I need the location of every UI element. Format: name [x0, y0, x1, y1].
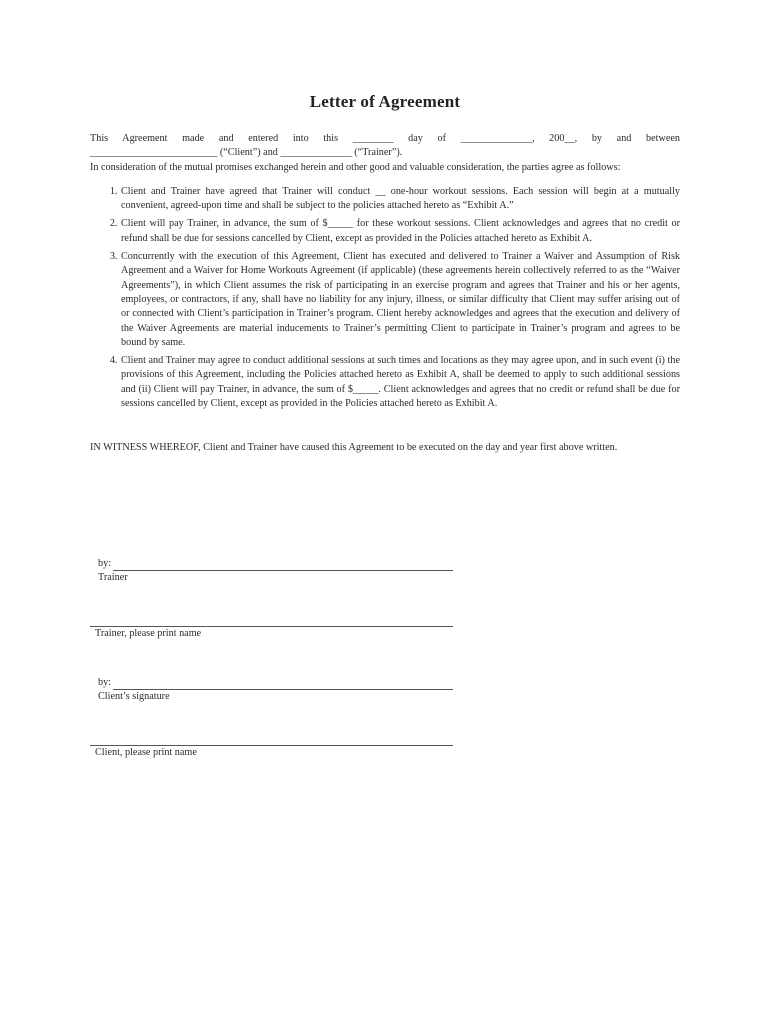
signature-rule: [90, 617, 453, 627]
by-label: by:: [98, 677, 112, 688]
intro-line-2: _________________________ (“Client”) and ______________ (“Trainer”).: [90, 147, 403, 159]
agreement-document: [90, 92, 680, 456]
trainer-signature-line[interactable]: [90, 557, 453, 571]
by-label: by:: [98, 558, 112, 569]
document-title: Letter of Agreement: [309, 92, 461, 111]
client-signature-line[interactable]: [90, 676, 453, 690]
trainer-print-label: Trainer, please print name: [95, 628, 202, 639]
intro-consideration: In consideration of the mutual promises exchanged herein and other good and valuable consideration, the parties agree as follows:: [90, 161, 621, 173]
client-print-label: Client, please print name: [95, 747, 197, 758]
trainer-print-block: [90, 617, 453, 641]
clause-item: 4. Client and Trainer may agree to conduct additional sessions at such times and locations as they may agree upon, and in such event (i) the provisions of this Agreement, including the Policies attached hereto as Exhibit A, shall be deemed to apply to such additional sessions and (ii) Client will pay Trainer, in advance, the sum of $_____. Client acknowledges and agrees that no credit or refund shall be due for sessions cancelled by Client, except as provided in the Policies attached hereto as Exhibit A.: [120, 354, 680, 411]
client-print-name-line[interactable]: [90, 736, 453, 746]
intro-line-1: This Agreement made and entered into this ________ day of ______________, 200__, by and between: [90, 133, 680, 144]
witness-statement: IN WITNESS WHEREOF, Client and Trainer have caused this Agreement to be executed on the day and year first above written.: [90, 442, 618, 454]
signature-rule: [113, 680, 453, 690]
trainer-signature-block: [90, 557, 453, 586]
clause-item: 1. Client and Trainer have agreed that Trainer will conduct __ one-hour workout sessions. Each session will begin at a mutually convenient, agreed-upon time and shall be subject to the policies attached hereto as “Exhibit A.”: [120, 185, 680, 214]
signature-rule: [113, 561, 453, 571]
clause-list: [90, 185, 680, 411]
clause-item: 2. Client will pay Trainer, in advance, the sum of $_____ for these workout sessions. Client acknowledges and agrees that no credit or refund shall be due for sessions cancelled by Client, except as provided in the Policies attached hereto as Exhibit A.: [120, 217, 680, 246]
signature-rule: [90, 736, 453, 746]
clause-item: 3. Concurrently with the execution of this Agreement, Client has executed and delivered to Trainer a Waiver and Assumption of Risk Agreement and a Waiver for Home Workouts Agreement (if applicable) (these agreements herein collectively referred to as the “Waiver Agreements”), in which Client assumes the risk of participating in an exercise program and agrees that Trainer and his or her agents, employees, or contractors, if any, shall have no liability for any injury, illness, or similar difficulty that Client may suffer arising out of or connected with Client’s participation in Trainer’s program. Client hereby acknowledges and agrees that the execution and delivery of the Waiver Agreements are material inducements to Trainer’s permitting Client to participate in Trainer’s program and agrees to be bound by same.: [120, 250, 680, 350]
trainer-label: Trainer: [98, 572, 128, 584]
client-print-block: [90, 736, 453, 760]
trainer-print-name-line[interactable]: [90, 617, 453, 627]
client-signature-label: Client’s signature: [98, 691, 170, 703]
client-signature-block: [90, 676, 453, 705]
